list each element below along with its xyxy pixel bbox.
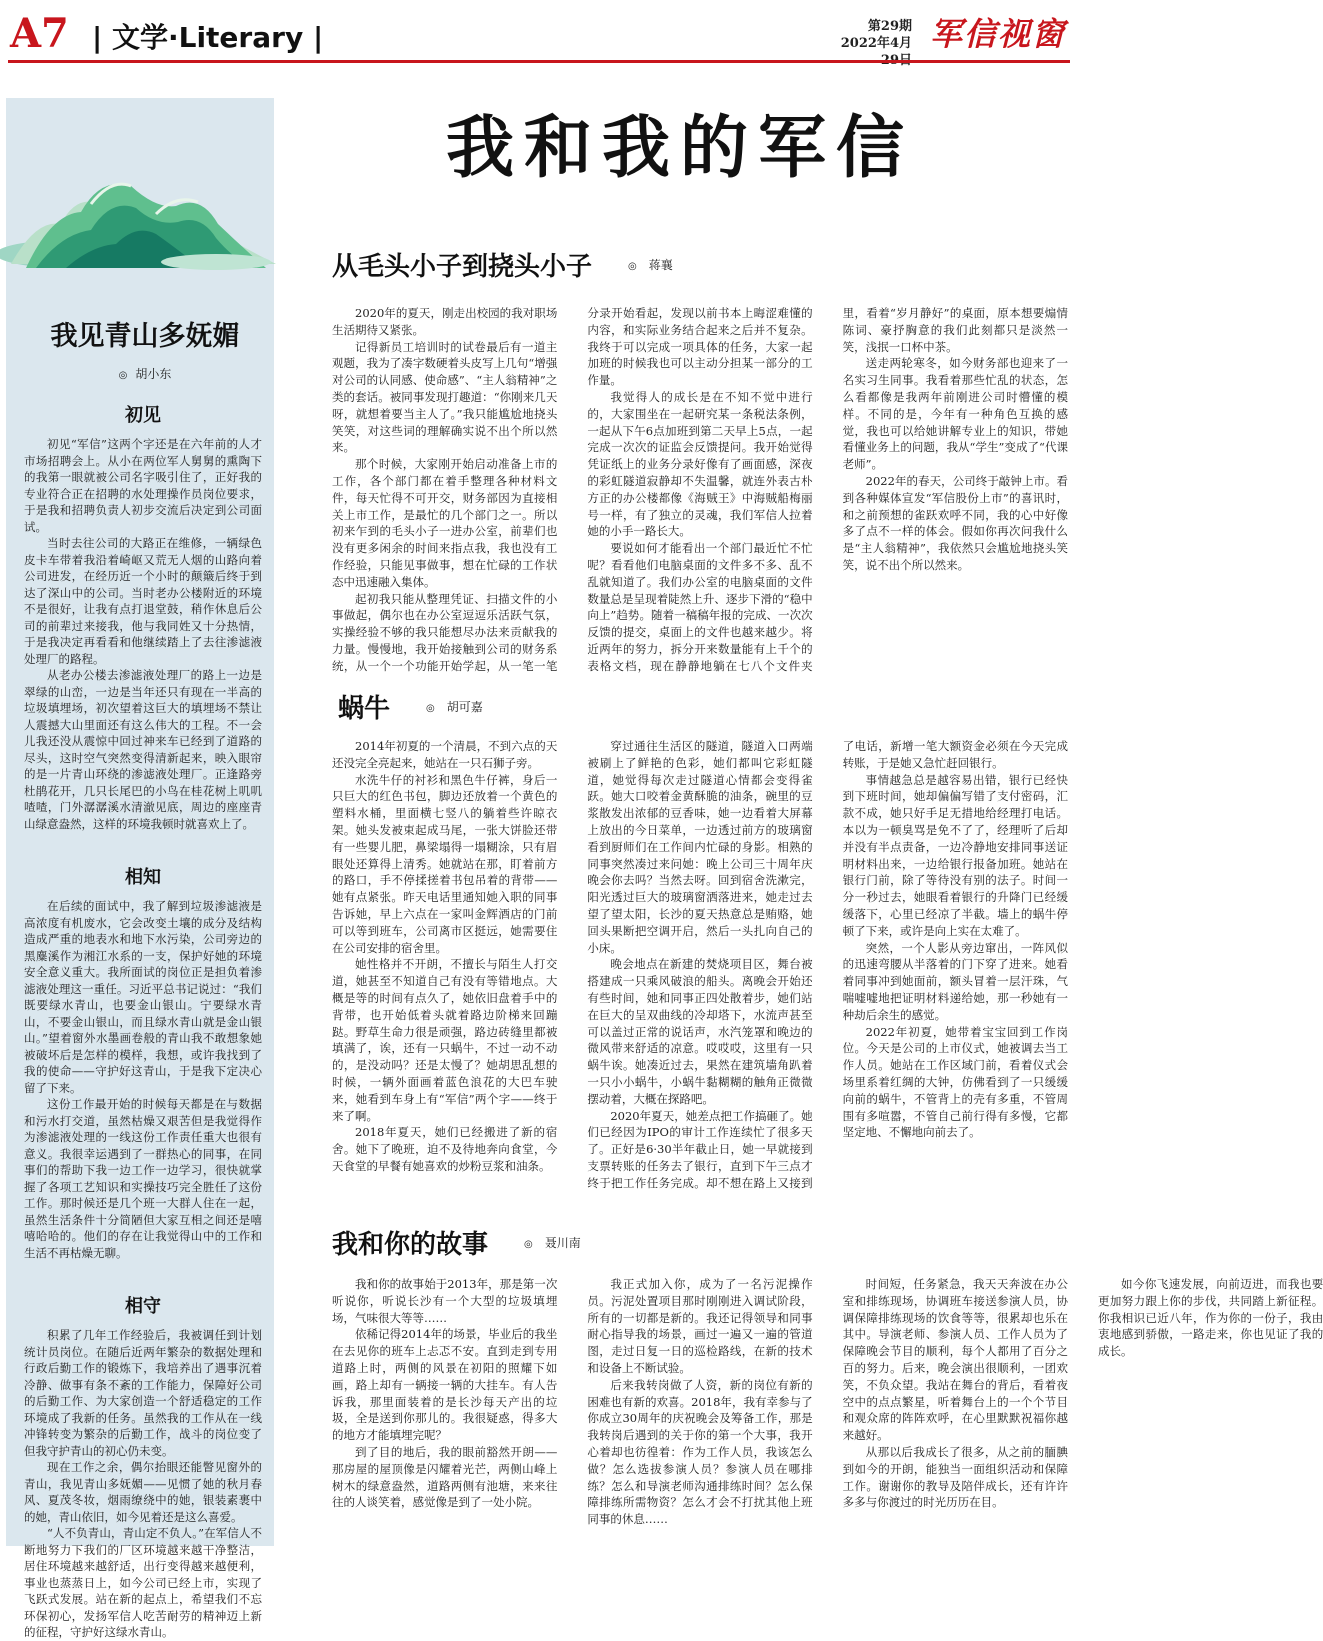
header-rule (8, 60, 1070, 63)
paragraph: 突然，一个人影从旁边窜出，一阵风似的迅速弯腰从半落着的门下穿了进来。她看着同事冲到她面前，额头冒着一层汗珠，气喘嘘嘘地把证明材料递给她，那一秒她有一种劫后余生的感觉。 (842, 940, 1068, 1022)
paragraph: 起初我只能从整理凭证、扫描文件的小事做起，偶尔也在办公室逗逗乐活跃气氛，实操经验不够的我只能想尽办法来贡献我的力量。慢慢地，我开始接触到公司的财务系统，从一个一个功能开始学起，从一笔一笔分录开始看起，发现以前书本上晦涩难懂的内容，和实际业务结合起来之后并不复杂。我终于可以完成一项具体的任务，大家一起加班的时候我也可以主动分担某一部分的工作量。 (332, 306, 813, 673)
sidebar-subheading: 相守 (125, 1296, 161, 1317)
paragraph: 如今你飞速发展，向前迈进，而我也要更加努力跟上你的步伐，共同踏上新征程。你我相识已近八年，作为你的一份子，我由衷地感到骄傲，一路走来，你也见证了我的成长。 (1097, 1277, 1323, 1359)
sidebar-article-author: 胡小东 (135, 367, 172, 381)
article-title: 从毛头小子到挠头小子 (332, 252, 593, 282)
article-body (332, 1276, 1323, 1544)
article-byline (628, 258, 673, 272)
paragraph: 依稀记得2014年的场景，毕业后的我坐在去见你的班车上忐忑不安。直到走到专用道路上时，两侧的风景在初阳的照耀下如画，路上却有一辆接一辆的大挂车。有人告诉我，那里面装着的是长沙每天产出的垃圾，全是送到你那儿的。我很疑惑，得多大的地方才能填埋完呢？ (332, 1327, 558, 1443)
paragraph: 2020年的夏天，刚走出校园的我对职场生活期待又紧张。 (332, 306, 558, 337)
paragraph: 从老办公楼去渗滤液处理厂的路上一边是翠绿的山峦，一边是当年还只有现在一半高的垃圾填埋场，初次望着这巨大的填埋场不禁让人震撼大山里面还有这么伟大的工程。不一会儿我还没从震惊中回过神来车已经到了道路的尽头，这时空气突然变得清新起来，映入眼帘的是一片青山环绕的渗滤液处理厂。正逢路旁杜鹃花开，几只长尾巴的小鸟在桂花树上叽叽喳喳，门外潺潺溪水清澈见底，周边的座座青山绿意盎然，这样的环境我顿时就喜欢上了。 (24, 668, 262, 831)
paragraph: 从那以后我成长了很多，从之前的腼腆到如今的开朗，能独当一面组织活动和保障工作。谢谢你的教导及陪伴成长，还有许许多多与你渡过的时光历历在目。 (842, 1444, 1068, 1510)
paragraph: 2022年的春天，公司终于敲钟上市。看到各种媒体宣发“军信股份上市”的喜讯时，和之前预想的雀跃欢呼不同，我的心中好像多了点不一样的体会。假如你再次问我什么是“主人翁精神”，我依然只会尴尬地挠头笑笑，说不出个所以然来。 (842, 473, 1068, 572)
sidebar-subheading: 初见 (125, 405, 161, 426)
article-title: 蜗牛 (338, 694, 391, 724)
article-byline (426, 700, 483, 714)
paragraph: 她性格并不开朗，不擅长与陌生人打交道，她甚至不知道自己有没有等错地点。大概是等的时间有点久了，她依旧盘着手中的背带，也开始低着头就着路边阶梯来回蹦跶。野草生命力很是顽强，路边砖缝里都被填满了，诶，还有一只蜗牛，不过一动不动的，是没动吗？还是太慢了？她胡思乱想的时候，一辆外面画着蓝色浪花的大巴车驶来，她看到车身上有“军信”两个字——终于来了啊。 (332, 957, 558, 1123)
paragraph: “人不负青山，青山定不负人。”在军信人不断地努力下我们的厂区环境越来越干净整洁，居住环境越来越舒适，出行变得越来越便利，事业也蒸蒸日上，如今公司已经上市，实现了飞跃式发展。站在新的起点上，希望我们不忘环保初心，发扬军信人吃苦耐劳的精神迈上新的征程，守护好这绿水青山。 (24, 1526, 262, 1639)
issue-number: 第29期 (867, 19, 912, 34)
paragraph: 我觉得人的成长是在不知不觉中进行的，大家围坐在一起研究某一条税法条例，一起从下午6点加班到第二天早上5点，一起完成一次次的证监会反馈提问。我开始觉得凭证纸上的业务分录好像有了画面感，深夜的彩虹隧道寂静却不失温馨，就连外表古朴方正的办公楼都像《海贼王》中海贼船梅丽号一样，有了独立的灵魂，我们军信人拉着她的小手一路长大。 (587, 389, 813, 539)
paragraph: 时间短，任务紧急，我天天奔波在办公室和排练现场，协调班车接送参演人员，协调保障排练现场的饮食等等，很累却也乐在其中。导演老师、参演人员、工作人员为了保障晚会节目的顺利，每个人都用了百分之百的努力。后来，晚会演出很顺利，一团欢笑，不负众望。我站在舞台的背后，看着夜空中的点点繁星，听着舞台上的一个个节目和观众席的阵阵欢呼，在心里默默祝福你越来越好。 (842, 1277, 1068, 1443)
sidebar-article-title: 我见青山多妩媚 (50, 321, 240, 352)
page-main-title: 我和我的军信 (445, 108, 914, 188)
article-body (332, 738, 1068, 1194)
paragraph: 积累了几年工作经验后，我被调任到计划统计员岗位。在随后近两年繁杂的数据处理和行政后勤工作的锻炼下，我培养出了遇事沉着冷静、做事有条不紊的工作能力，保障好公司的后勤工作、为大家创造一个舒适稳定的工作环境成了我新的任务。虽然我的工作从在一线冲锋转变为繁杂的后勤工作，战斗的岗位变了但我守护青山的初心仍未变。 (24, 1328, 262, 1458)
article-header (332, 246, 673, 283)
byline-circle-icon: ◎ (118, 370, 128, 381)
article-header (338, 688, 483, 725)
byline-circle-icon: ◎ (628, 261, 637, 272)
newspaper-logo: 军信视窗 (930, 15, 1067, 53)
paragraph: 当时去往公司的大路正在维修，一辆绿色皮卡车带着我沿着崎岖又荒无人烟的山路向着公司进发，在经历近一个小时的颠簸后终于到达了深山中的公司。当时老办公楼附近的环境不是很好，让我有点打退堂鼓，稍作休息后公司的前辈过来接我，他与我同姓又十分热情，于是我决定再看看和他继续踏上了去往渗滤液处理厂的路程。 (24, 536, 262, 666)
byline-circle-icon: ◎ (426, 703, 435, 714)
paragraph: 在后续的面试中，我了解到垃圾渗滤液是高浓度有机废水，它会改变土壤的成分及结构造成严重的地表水和地下水污染，公司旁边的黑麋溪作为湘江水系的一支，保护好她的环境安全意义重大。我所面试的岗位正是担负着渗滤液处理这一重任。习近平总书记说过：“我们既要绿水青山，也要金山银山。宁要绿水青山，不要金山银山，而且绿水青山就是金山银山。”望着窗外水墨画卷般的青山我不敢想象她被破坏后是怎样的模样，我想，或许我找到了我的使命——守护好这青山，于是我下定决心留了下来。 (24, 899, 262, 1095)
sidebar-subheading: 相知 (125, 867, 161, 888)
paragraph: 事情越急总是越容易出错，银行已经快到下班时间，她却偏偏写错了支付密码，汇款不成，她只好手足无措地给经理打电话。本以为一顿臭骂是免不了了，经理听了后却并没有半点责备，一边冷静地安排同事送证明材料出来，一边给银行报备加班。她站在银行门前，除了等待没有别的法子。时间一分一秒过去，她眼看着银行的升降门已经缓缓落下，心里已经凉了半截。墙上的蜗牛停顿了下来，或许是向上实在太难了。 (842, 772, 1068, 938)
sidebar-article-body (24, 398, 262, 1641)
paragraph: 2022年初夏，她带着宝宝回到工作岗位。今天是公司的上市仪式，她被调去当工作人员。她站在工作区域门前，看着仪式会场里系着红绸的大钟，仿佛看到了一只缓缓向前的蜗牛，不管背上的壳有多重，不管周围有多喧嚣，不管自己前行得有多慢，它都坚定地、不懈地向前去了。 (842, 1024, 1068, 1140)
paragraph: 初见“军信”这两个字还是在六年前的人才市场招聘会上。从小在两位军人舅舅的熏陶下的我第一眼就被公司名字吸引住了，正好我的专业符合正在招聘的水处理操作员岗位要求，于是我和招聘负责人初步交流后决定到公司面试。 (24, 437, 262, 534)
article-title: 我和你的故事 (332, 1230, 489, 1260)
paragraph: 穿过通往生活区的隧道，隧道入口两端被刷上了鲜艳的色彩，她们都叫它彩虹隧道，她觉得每次走过隧道心情都会变得雀跃。她大口咬着金黄酥脆的油条，碗里的豆浆散发出浓郁的豆香味，她一边看着大屏幕上放出的今日菜单，一边透过前方的玻璃窗看到厨师们在工作间内忙碌的身影。相熟的同事突然凑过来问她：晚上公司三十周年庆晚会你去吗？当然去呀。回到宿舍洗漱完，阳光透过巨大的玻璃窗洒落进来，她走过去望了望太阳，长沙的夏天热意总是贿赂，她回头果断把空调开启，然后一头扎向自己的小床。 (587, 739, 813, 955)
paragraph: 2020年夏天，她差点把工作搞砸了。她们已经因为IPO的审计工作连续忙了很多天了。正好是6·30半年截止日，她一早就接到支票转账的任务去了银行，直到下午三点才终于把工作任务完成。却不想在路上又接到了电话，新增一笔大额资金必须在今天完成转账，于是她又急忙赶回银行。 (587, 739, 1068, 1190)
article-author: 胡可嘉 (446, 700, 483, 714)
paragraph: 晚会地点在新建的焚烧项目区，舞台被搭建成一只乘风破浪的船头。离晚会开始还有些时间，她和同事正四处散着步，她们站在巨大的呈双曲线的冷却塔下，水流声甚至可以盖过正常的说话声，水汽笼罩和晚边的微风带来舒适的凉意。哎哎哎，这里有一只蜗牛诶。她凑近过去，果然在建筑墙角趴着一只小小蜗牛，小蜗牛黏糊糊的触角正微微摆动着，大概在探路吧。 (587, 957, 813, 1106)
paragraph: 我正式加入你，成为了一名污泥操作员。污泥处置项目那时刚刚进入调试阶段，所有的一切都是新的。我还记得领导和同事耐心指导我的场景，画过一遍又一遍的管道图，走过日复一日的巡检路线，在新的技术和设备上不断试验。 (587, 1277, 813, 1375)
sidebar-article-byline (16, 366, 274, 384)
green-mountains-illustration (6, 164, 284, 274)
paragraph: 后来我转岗做了人资，新的岗位有新的困难也有新的欢喜。2018年，我有幸参与了你成立30周年的庆祝晚会及筹备工作，那是我转岗后遇到的关于你的第一个大事，我开心着却也彷徨着：作为工作人员，我该怎么做？怎么选拔参演人员？参演人员在哪排练？怎么和导演老师沟通排练时间？怎么保障排练所需物资？怎么才会不打扰其他上班同事的休息…… (587, 1377, 813, 1527)
paragraph: 我和你的故事始于2013年，那是第一次听说你，听说长沙有一个大型的垃圾填埋场，气味很大等等…… (332, 1277, 558, 1325)
section-label: | 文学·Literary | (92, 21, 324, 54)
article-byline (524, 1236, 581, 1250)
paragraph: 这份工作最开始的时候每天都是在与数据和污水打交道，虽然枯燥又艰苦但是我觉得作为渗滤液处理的一线这份工作责任重大也很有意义。我很幸运遇到了一群热心的同事，在同事们的帮助下我一边工作一边学习，很快就掌握了各项工艺知识和实操技巧完全胜任了这份工作。那时候还是几个班一大群人住在一起，虽然生活条件十分简陋但大家互相之间还是嘻嘻哈哈的。他们的存在让我觉得山中的工作和生活不再枯燥无聊。 (24, 1097, 262, 1260)
page-header (0, 0, 1123, 64)
paragraph: 要说如何才能看出一个部门最近忙不忙呢？看看他们电脑桌面的文件多不多、乱不乱就知道了。我们办公室的电脑桌面的文件数量总是呈现着陡然上升、逐步下滑的“稳中向上”趋势。随着一稿稿年报的完成、一次次反馈的提交，桌面上的文件也越来越少。将近两年的努力，拆分开来数量能有上千个的表格文档，现在静静地躺在七八个文件夹里，看着“岁月静好”的桌面，原本想要煽情陈词、豪抒胸意的我们此刻都只是淡然一笑，浅抿一口杯中茶。 (587, 306, 1068, 673)
paragraph: 2014年初夏的一个清晨，不到六点的天还没完全亮起来，她站在一只石狮子旁。 (332, 739, 558, 770)
article-author: 聂川南 (544, 1236, 581, 1250)
paragraph: 现在工作之余，偶尔抬眼还能瞥见窗外的青山，我见青山多妩媚——见惯了她的秋月春风、夏茂冬妆，烟雨缭绕中的她，银装素裹中的她，青山依旧，如今见着还是这么喜爱。 (24, 1460, 262, 1524)
paragraph: 2018年夏天，她们已经搬进了新的宿舍。她下了晚班，迫不及待地奔向食堂，今天食堂的早餐有她喜欢的炒粉豆浆和油条。 (332, 1125, 558, 1173)
article-header (332, 1224, 581, 1261)
byline-circle-icon: ◎ (524, 1239, 533, 1250)
paragraph: 到了目的地后，我的眼前豁然开朗——那房屋的屋顶像是闪耀着光芒，两侧山峰上树木的绿意盎然，道路两侧有池塘，来来往往的人谈笑着，感觉像是到了一处小院。 (332, 1444, 558, 1510)
article-body (332, 305, 1068, 677)
article-author: 蒋襄 (648, 258, 673, 272)
paragraph: 记得新员工培训时的试卷最后有一道主观题，我为了凑字数硬着头皮写上几句“增强对公司的认同感、使命感”、“主人翁精神”之类的套话。被同事发现打趣道：“你刚来几天呀，就想着要当主人了。”我只能尴尬地挠头笑笑，对这些词的理解确实说不出个所以然来。 (332, 339, 558, 455)
issue-date: 2022年4月 (840, 36, 912, 51)
paragraph: 那个时候，大家刚开始启动准备上市的工作，各个部门都在着手整理各种材料文件，每天忙得不可开交，财务部因为直接相关上市工作，是最忙的几个部门之一。所以初来乍到的毛头小子一进办公室，前辈们也没有更多闲余的时间来指点我，我也没有工作经验，只能见事做事，想在忙碌的工作状态中迅速融入集体。 (332, 457, 558, 589)
page-number: A7 (10, 10, 69, 57)
paragraph: 水洗牛仔的衬衫和黑色牛仔裤，身后一只巨大的红色书包，脚边还放着一个黄色的塑料水桶，里面横七竖八的躺着些许晾衣架。她头发被束起成马尾，一张大饼脸还带有一些婴儿肥，鼻梁塌得一塌糊涂，只有眉眼处还算得上清秀。她就站在那，盯着前方的路口，手不停揉搓着书包吊着的背带——她有点紧张。昨天电话里通知她入职的同事告诉她，早上六点在一家叫金辉酒店的门前可以等到班车，公司离市区挺远，她需要住在公司安排的宿舍里。 (332, 772, 558, 955)
sidebar-article (6, 98, 274, 1639)
paragraph: 送走两轮寒冬，如今财务部也迎来了一名实习生同事。我看着那些忙乱的状态，怎么看都像是我两年前刚进公司时懵懂的模样。不同的是，今年有一种角色互换的感觉，我也可以给她讲解专业上的知识，带她看懂业务上的问题，我从“学生”变成了“代课老师”。 (842, 356, 1068, 472)
